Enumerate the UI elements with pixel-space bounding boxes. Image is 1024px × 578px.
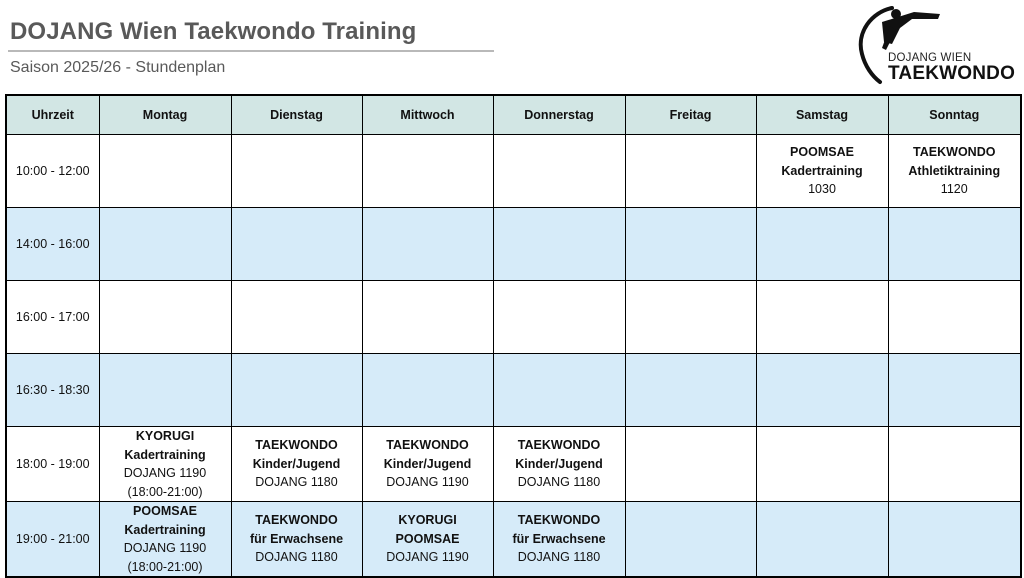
empty-cell <box>99 281 231 354</box>
training-cell <box>756 135 888 208</box>
empty-cell <box>231 281 362 354</box>
training-location: 1120 <box>940 182 968 197</box>
training-location: 1030 <box>808 182 836 197</box>
schedule-body <box>6 135 1021 578</box>
training-cell <box>362 502 493 578</box>
logo-brand-text: TAEKWONDO <box>888 63 1016 84</box>
empty-cell <box>231 208 362 281</box>
training-type: KYORUGI <box>135 429 195 443</box>
empty-cell <box>99 208 231 281</box>
training-group: Athletiktraining <box>908 163 1001 178</box>
empty-cell <box>231 354 362 427</box>
empty-cell <box>888 208 1021 281</box>
training-location: DOJANG 1180 <box>517 550 601 565</box>
training-group: Kinder/Jugend <box>252 456 341 471</box>
training-group: POOMSAE <box>395 531 460 546</box>
training-location: DOJANG 1180 <box>517 475 601 490</box>
empty-cell <box>362 208 493 281</box>
time-slot-row <box>6 208 1021 281</box>
training-group: Kadertraining <box>124 447 206 462</box>
training-cell <box>493 427 625 502</box>
logo-club-name: DOJANG WIEN <box>888 52 972 64</box>
training-cell <box>888 135 1021 208</box>
training-group: für Erwachsene <box>249 531 344 546</box>
training-time-note: (18:00-21:00) <box>127 559 203 574</box>
empty-cell <box>756 502 888 578</box>
empty-cell <box>625 281 756 354</box>
training-cell <box>493 502 625 578</box>
training-cell <box>99 427 231 502</box>
training-type: KYORUGI <box>398 513 457 528</box>
empty-cell <box>493 354 625 427</box>
training-cell <box>231 427 362 502</box>
empty-cell <box>231 135 362 208</box>
column-header-donnerstag: Donnerstag <box>493 95 625 135</box>
header-row <box>6 95 1021 135</box>
training-group: Kinder/Jugend <box>383 456 472 471</box>
empty-cell <box>756 354 888 427</box>
time-slot-row <box>6 281 1021 354</box>
time-slot-label: 16:00 - 17:00 <box>6 281 99 354</box>
page-title: DOJANG Wien Taekwondo Training <box>10 18 417 45</box>
empty-cell <box>625 135 756 208</box>
training-location: DOJANG 1180 <box>255 475 338 490</box>
training-group: Kinder/Jugend <box>515 456 603 471</box>
empty-cell <box>756 208 888 281</box>
page-subtitle: Saison 2025/26 - Stundenplan <box>10 59 226 76</box>
empty-cell <box>888 354 1021 427</box>
training-location: DOJANG 1190 <box>386 475 469 490</box>
empty-cell <box>362 281 493 354</box>
empty-cell <box>493 208 625 281</box>
training-group: Kadertraining <box>781 163 863 178</box>
empty-cell <box>625 427 756 502</box>
empty-cell <box>888 502 1021 578</box>
time-slot-label: 14:00 - 16:00 <box>6 208 99 281</box>
training-type: TAEKWONDO <box>913 145 996 160</box>
training-cell <box>99 502 231 578</box>
empty-cell <box>888 281 1021 354</box>
time-slot-row <box>6 502 1021 578</box>
training-location: DOJANG 1190 <box>123 541 207 555</box>
column-header-samstag: Samstag <box>756 95 888 135</box>
training-cell <box>231 502 362 578</box>
time-slot-label: 18:00 - 19:00 <box>6 427 99 502</box>
title-underline <box>8 50 494 52</box>
column-header-mittwoch: Mittwoch <box>362 95 493 135</box>
empty-cell <box>888 427 1021 502</box>
column-header-sonntag: Sonntag <box>888 95 1021 135</box>
empty-cell <box>99 135 231 208</box>
empty-cell <box>362 135 493 208</box>
empty-cell <box>362 354 493 427</box>
empty-cell <box>756 281 888 354</box>
training-type: TAEKWONDO <box>386 438 469 453</box>
training-location: DOJANG 1190 <box>386 550 469 565</box>
empty-cell <box>756 427 888 502</box>
training-location: DOJANG 1180 <box>255 550 338 565</box>
column-header-freitag: Freitag <box>625 95 756 135</box>
time-slot-label: 10:00 - 12:00 <box>6 135 99 208</box>
column-header-uhrzeit: Uhrzeit <box>6 95 99 135</box>
schedule-table <box>5 94 1022 578</box>
empty-cell <box>625 354 756 427</box>
training-type: TAEKWONDO <box>517 513 601 528</box>
training-type: TAEKWONDO <box>255 438 338 453</box>
training-group: für Erwachsene <box>512 531 606 546</box>
time-slot-label: 16:30 - 18:30 <box>6 354 99 427</box>
training-type: POOMSAE <box>790 145 854 160</box>
column-header-montag: Montag <box>99 95 231 135</box>
time-slot-row <box>6 427 1021 502</box>
time-slot-row <box>6 135 1021 208</box>
training-type: TAEKWONDO <box>255 513 338 528</box>
training-time-note: (18:00-21:00) <box>127 484 203 499</box>
time-slot-label: 19:00 - 21:00 <box>6 502 99 578</box>
empty-cell <box>625 208 756 281</box>
empty-cell <box>625 502 756 578</box>
time-slot-row <box>6 354 1021 427</box>
empty-cell <box>493 281 625 354</box>
training-type: TAEKWONDO <box>517 438 601 453</box>
column-header-dienstag: Dienstag <box>231 95 362 135</box>
training-group: Kadertraining <box>124 522 206 537</box>
training-location: DOJANG 1190 <box>123 466 207 480</box>
training-type: POOMSAE <box>133 504 197 518</box>
empty-cell <box>99 354 231 427</box>
training-cell <box>362 427 493 502</box>
club-logo <box>852 2 1017 86</box>
empty-cell <box>493 135 625 208</box>
